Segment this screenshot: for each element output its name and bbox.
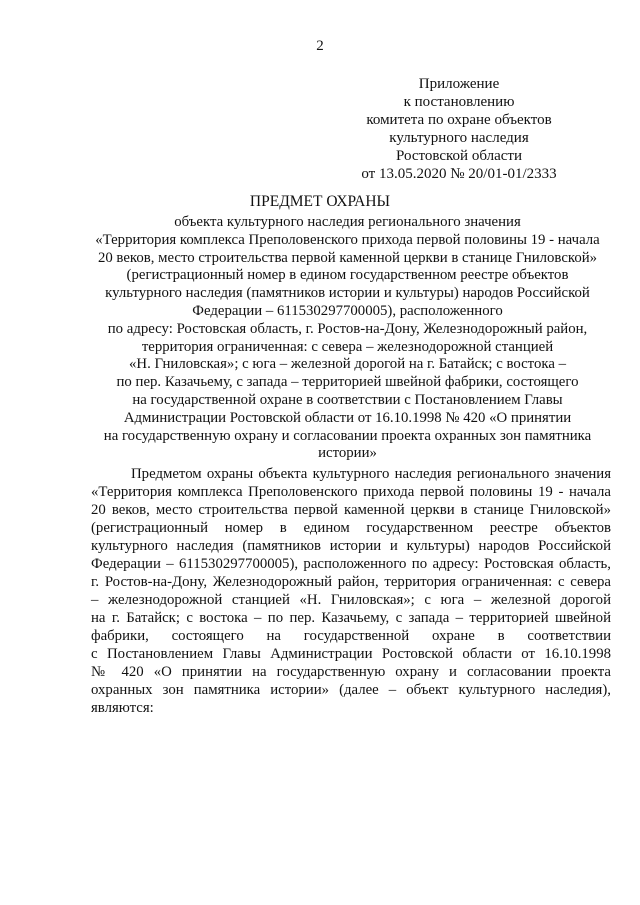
body-line: на г. Батайск; с востока – по пер. Казачьему, с запада – территорией швейной: [91, 610, 611, 626]
document-title: ПРЕДМЕТ ОХРАНЫ: [249, 193, 391, 210]
subtitle-line: территория ограниченная: с севера – железнодорожной станцией: [141, 338, 554, 355]
subtitle-line: по адресу: Ростовская область, г. Ростов-на-Дону, Железнодорожный район,: [107, 320, 588, 337]
page-number: 2: [316, 38, 324, 54]
appendix-header: [329, 75, 589, 183]
body-line: «Территория комплекса Преполовенского прихода первой половины 19 - начала: [91, 484, 611, 500]
appendix-line: культурного наследия: [389, 130, 529, 146]
body-line: № 420 «О принятии на государственную охрану и согласовании проекта: [91, 664, 611, 680]
body-line: Федерации – 611530297700005), расположенного по адресу: Ростовская область,: [91, 556, 611, 572]
body-line: с Постановлением Главы Администрации Ростовской области от 16.10.1998: [91, 646, 611, 662]
document-subtitle: [80, 214, 615, 463]
body-line: – железнодорожной станцией «Н. Гниловская»; с юга – железной дорогой: [91, 592, 611, 608]
subtitle-line: по пер. Казачьему, с запада – территорией швейной фабрики, состоящего: [116, 374, 579, 391]
subtitle-line: истории»: [318, 445, 377, 462]
subtitle-line: Федерации – 611530297700005), расположенного: [192, 302, 503, 319]
subtitle-line: 20 веков, место строительства первой каменной церкви в станице Гниловской»: [97, 249, 598, 266]
body-line: Предметом охраны объекта культурного наследия регионального значения: [131, 466, 611, 482]
subtitle-line: Администрации Ростовской области от 16.10.1998 № 420 «О принятии: [123, 409, 572, 426]
subtitle-line: объекта культурного наследия регионального значения: [174, 214, 521, 230]
subtitle-line: на государственную охрану и согласовании проекта охранных зон памятника: [103, 427, 592, 444]
appendix-line: к постановлению: [403, 94, 515, 110]
subtitle-line: «Территория комплекса Преполовенского прихода первой половины 19 - начала: [95, 231, 600, 248]
appendix-line: от 13.05.2020 № 20/01-01/2333: [361, 166, 557, 182]
appendix-line: Приложение: [418, 76, 500, 92]
body-line: охранных зон памятника истории» (далее – объект культурного наследия),: [91, 682, 611, 698]
appendix-line: Ростовской области: [396, 148, 522, 164]
body-line: фабрики, состоящего на государственной охране в соответствии: [91, 628, 611, 644]
appendix-line: комитета по охране объектов: [366, 112, 552, 128]
body-line: являются:: [91, 700, 154, 716]
body-paragraph: [91, 465, 611, 717]
subtitle-line: на государственной охране в соответствии с Постановлением Главы: [132, 391, 563, 408]
body-line: г. Ростов-на-Дону, Железнодорожный район, территория ограниченная: с севера: [91, 574, 611, 590]
subtitle-line: (регистрационный номер в едином государственном реестре объектов: [126, 267, 569, 284]
subtitle-line: культурного наследия (памятников истории и культуры) народов Российской: [105, 285, 590, 302]
body-line: культурного наследия (памятников истории и культуры) народов Российской: [91, 538, 611, 554]
body-line: (регистрационный номер в едином государственном реестре объектов: [91, 520, 611, 536]
subtitle-line: «Н. Гниловская»; с юга – железной дорогой на г. Батайск; с востока –: [129, 356, 566, 373]
body-line: 20 веков, место строительства первой каменной церкви в станице Гниловской»: [91, 502, 611, 518]
